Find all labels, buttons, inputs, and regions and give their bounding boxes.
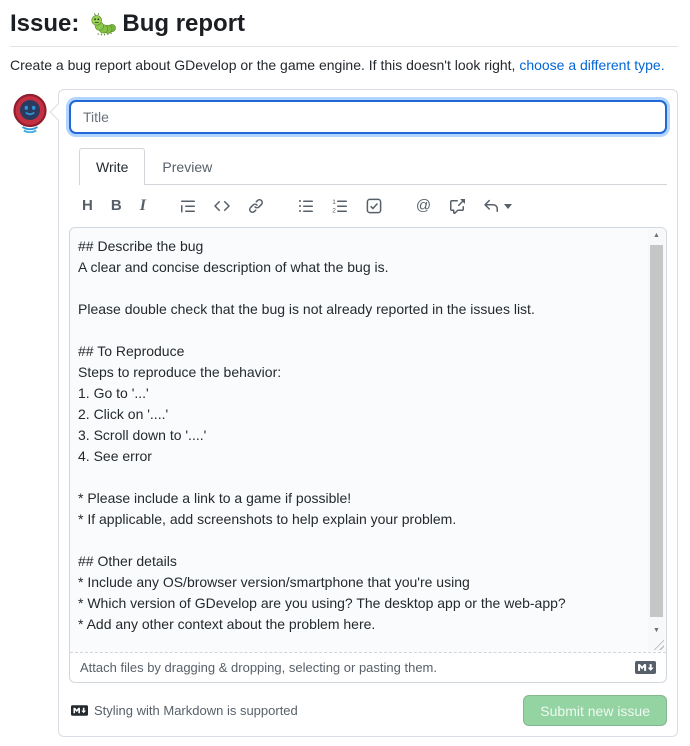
markdown-icon bbox=[71, 705, 88, 716]
link-icon bbox=[248, 198, 264, 214]
template-description-text: Create a bug report about GDevelop or the game engine. If this doesn't look right, bbox=[10, 57, 520, 73]
choose-different-type-link[interactable]: choose a different type. bbox=[519, 57, 665, 73]
textarea-scrollbar[interactable] bbox=[648, 229, 665, 651]
ordered-list-icon bbox=[332, 198, 348, 214]
task-list-icon bbox=[366, 198, 382, 214]
issue-title-input[interactable] bbox=[69, 100, 667, 134]
bold-button[interactable] bbox=[103, 194, 130, 218]
markdown-toolbar bbox=[69, 185, 667, 227]
toolbar-group-insert bbox=[171, 194, 273, 218]
write-preview-tabs bbox=[79, 148, 667, 185]
quote-icon bbox=[180, 198, 196, 214]
dropdown-caret-icon bbox=[504, 204, 512, 209]
issue-composer bbox=[58, 89, 678, 737]
attach-files-bar[interactable] bbox=[70, 652, 666, 682]
quote-button[interactable] bbox=[172, 194, 204, 218]
tab-write[interactable]: Write bbox=[79, 148, 145, 185]
page-title-text: Bug report bbox=[122, 10, 246, 37]
page-title bbox=[10, 10, 678, 47]
bold-icon: B bbox=[110, 197, 122, 214]
submit-new-issue-button[interactable]: Submit new issue bbox=[523, 695, 667, 726]
saved-replies-button[interactable] bbox=[475, 194, 520, 218]
cross-reference-button[interactable] bbox=[441, 194, 473, 218]
comment-editor bbox=[69, 227, 667, 683]
attach-files-hint: Attach files by dragging & dropping, selecting or pasting them. bbox=[80, 660, 437, 675]
speech-bubble-caret bbox=[50, 104, 67, 121]
task-list-button[interactable] bbox=[358, 194, 390, 218]
scrollbar-down-arrow[interactable]: ▼ bbox=[653, 627, 660, 634]
link-button[interactable] bbox=[240, 194, 272, 218]
heading-icon: H bbox=[82, 197, 93, 214]
markdown-support-link[interactable]: Styling with Markdown is supported bbox=[94, 703, 298, 718]
svg-text:1: 1 bbox=[332, 199, 336, 206]
cross-reference-icon bbox=[449, 198, 465, 214]
markdown-badge-icon bbox=[635, 661, 656, 674]
unordered-list-button[interactable] bbox=[290, 194, 322, 218]
issue-form-row bbox=[10, 89, 678, 737]
markdown-support-note bbox=[71, 703, 298, 718]
italic-icon: I bbox=[139, 197, 146, 214]
template-description bbox=[10, 57, 678, 73]
page-title-prefix: Issue: bbox=[10, 10, 80, 37]
reply-icon bbox=[483, 198, 499, 214]
heading-button[interactable] bbox=[74, 194, 101, 218]
bug-emoji-icon bbox=[90, 12, 116, 36]
code-icon bbox=[214, 198, 230, 214]
composer-footer bbox=[69, 695, 667, 726]
unordered-list-icon bbox=[298, 198, 314, 214]
italic-button[interactable] bbox=[132, 194, 154, 218]
toolbar-group-text bbox=[73, 194, 155, 218]
textarea-resize-grip[interactable] bbox=[651, 637, 664, 650]
mention-button[interactable] bbox=[408, 194, 439, 218]
code-button[interactable] bbox=[206, 194, 238, 218]
tab-preview[interactable]: Preview bbox=[145, 148, 229, 185]
issue-body-textarea[interactable] bbox=[70, 228, 666, 652]
user-avatar[interactable] bbox=[10, 93, 50, 133]
ordered-list-button[interactable] bbox=[324, 194, 356, 218]
mention-icon: @ bbox=[415, 197, 432, 214]
scrollbar-thumb[interactable] bbox=[650, 245, 663, 617]
toolbar-group-lists bbox=[289, 194, 391, 218]
toolbar-group-refs bbox=[407, 194, 521, 218]
svg-text:2: 2 bbox=[332, 207, 336, 214]
scrollbar-up-arrow[interactable]: ▲ bbox=[653, 232, 660, 239]
